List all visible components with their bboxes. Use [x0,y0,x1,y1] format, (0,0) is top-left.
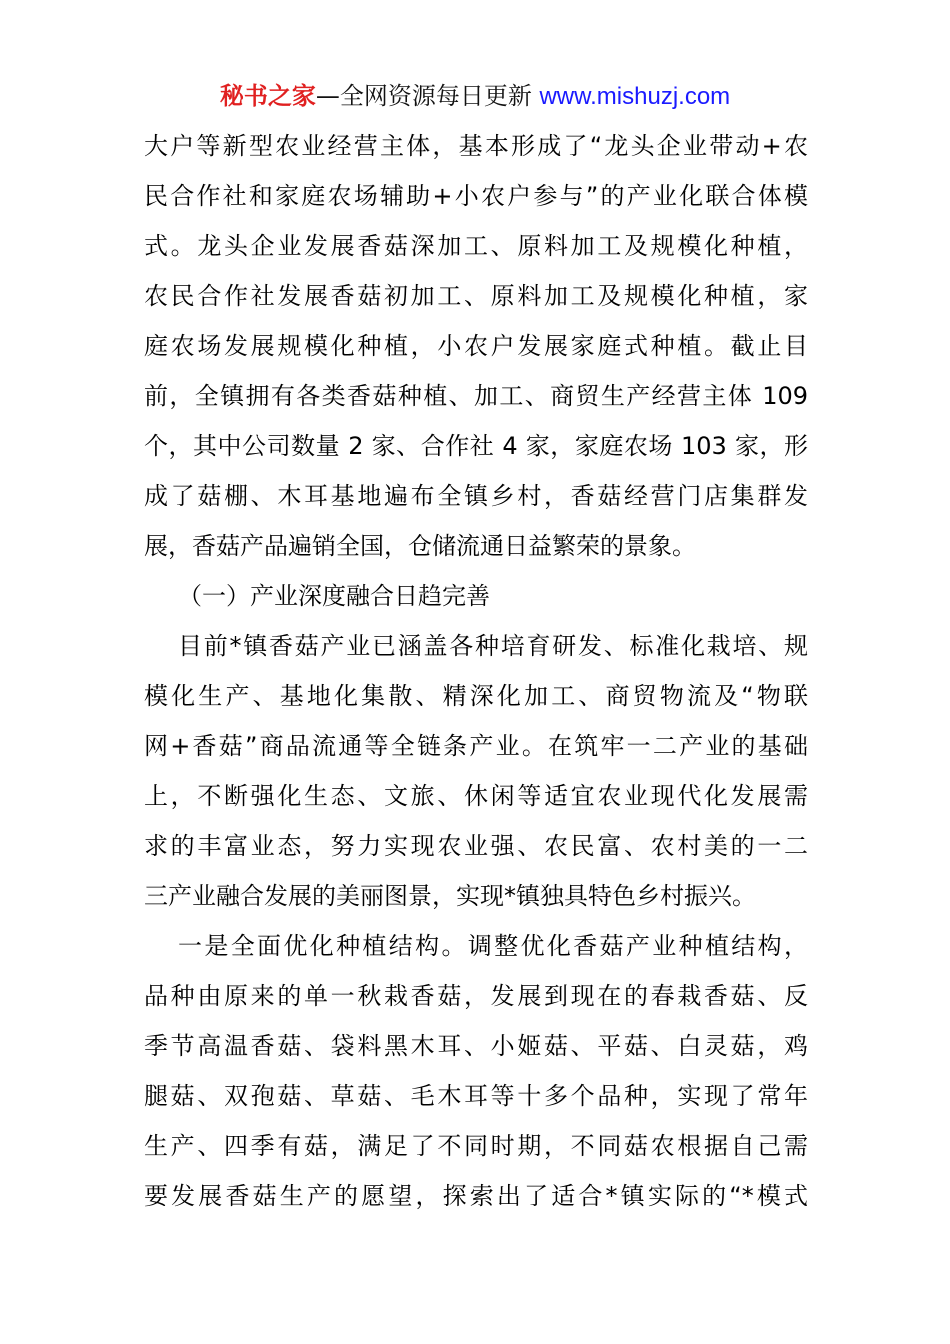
text-line: 季节高温香菇、袋料黑木耳、小姬菇、平菇、白灵菇，鸡 [144,1032,808,1060]
text-line: 三产业融合发展的美丽图景，实现*镇独具特色乡村振兴。 [144,882,756,910]
text-line: 上，不断强化生态、文旅、休闲等适宜农业现代化发展需 [144,782,808,810]
text-line: 要发展香菇生产的愿望，探索出了适合*镇实际的“*模式 [144,1182,808,1210]
site-brand: 秘书之家 [219,82,316,110]
text-line: 目前*镇香菇产业已涵盖各种培育研发、标准化栽培、规 [178,632,808,660]
text-line: 成了菇棚、木耳基地遍布全镇乡村，香菇经营门店集群发 [144,482,808,510]
text-line: 生产、四季有菇，满足了不同时期，不同菇农根据自己需 [144,1132,808,1160]
text-line: 求的丰富业态，努力实现农业强、农民富、农村美的一二 [144,832,808,860]
section-heading: （一）产业深度融合日趋完善 [178,582,490,610]
text-line: 网+香菇”商品流通等全链条产业。在筑牢一二产业的基础 [144,732,808,760]
text-line: 品种由原来的单一秋栽香菇，发展到现在的春栽香菇、反 [144,982,808,1010]
site-tagline: —全网资源每日更新 [315,82,532,110]
text-line: 一是全面优化种植结构。调整优化香菇产业种植结构， [178,932,808,960]
text-line: 模化生产、基地化集散、精深化加工、商贸物流及“物联 [144,682,808,710]
text-line: 民合作社和家庭农场辅助+小农户参与”的产业化联合体模 [144,182,808,210]
text-line: 前，全镇拥有各类香菇种植、加工、商贸生产经营主体 109 [144,382,808,410]
text-line: 展，香菇产品遍销全国，仓储流通日益繁荣的景象。 [144,532,696,560]
text-line: 大户等新型农业经营主体，基本形成了“龙头企业带动+农 [144,132,808,160]
text-line: 农民合作社发展香菇初加工、原料加工及规模化种植，家 [144,282,808,310]
text-line: 个，其中公司数量 2 家、合作社 4 家，家庭农场 103 家，形 [144,432,808,460]
text-line: 庭农场发展规模化种植，小农户发展家庭式种植。截止目 [144,332,808,360]
site-header [0,80,950,113]
text-line: 腿菇、双孢菇、草菇、毛木耳等十多个品种，实现了常年 [144,1082,808,1110]
document-body [144,121,808,1221]
site-url-link[interactable]: www.mishuzj.com [539,83,731,110]
text-line: 式。龙头企业发展香菇深加工、原料加工及规模化种植， [144,232,808,260]
